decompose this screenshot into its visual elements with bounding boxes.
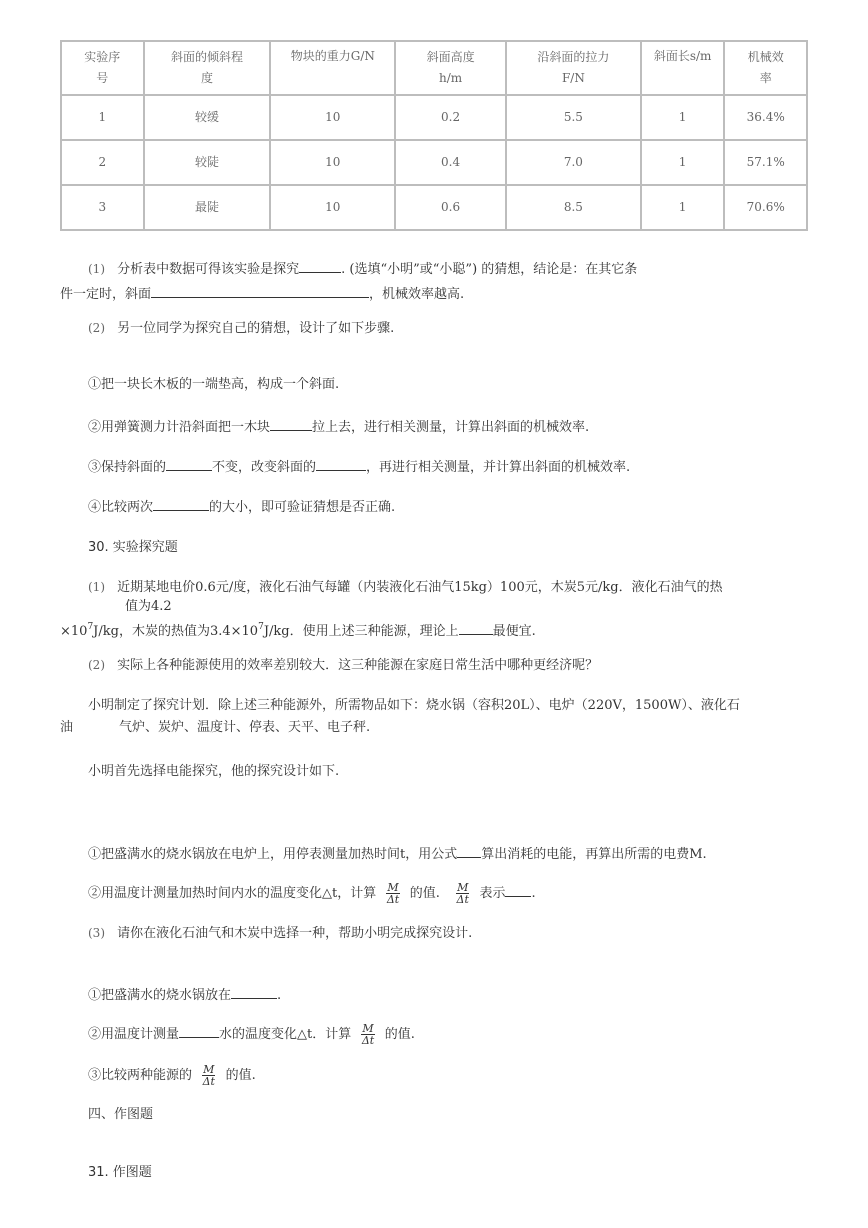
question-text: 件一定时，斜面 [60, 287, 152, 302]
fraction-m-over-dt [386, 882, 399, 905]
table-cell: 70.6% [724, 185, 807, 230]
table-cell: 较缓 [144, 95, 271, 140]
fraction-denominator: Δt [386, 893, 400, 906]
answer-blank[interactable] [505, 882, 531, 897]
table-header-cell: 斜面高度 h/m [395, 41, 506, 95]
plan-line-2 [60, 718, 370, 738]
question-1-line-2 [60, 283, 464, 305]
step-2 [88, 416, 589, 438]
fraction-m-over-dt [456, 882, 469, 905]
step-text: ①把盛满水的烧水锅放在 [88, 988, 232, 1003]
question-text: 另一位同学为探究自己的猜想，设计了如下步骤. [117, 321, 395, 336]
table-row [61, 140, 807, 185]
question-text: 分析表中数据可得该实验是探究 [117, 262, 300, 277]
step-text: ②用弹簧测力计沿斜面把一木块 [88, 420, 271, 435]
question-text: ，机械效率越高. [369, 287, 465, 302]
answer-blank[interactable] [166, 456, 212, 471]
question-number: (1) [88, 262, 105, 276]
table-cell: 5.5 [506, 95, 641, 140]
question-text: 最便宜. [492, 624, 536, 639]
question-number: (2) [88, 321, 105, 335]
plan-text: 气炉、炭炉、温度计、停表、天平、电子秤. [119, 720, 371, 735]
table-cell: 1 [641, 140, 725, 185]
fuel-step-2 [88, 1023, 415, 1046]
answer-blank[interactable] [153, 496, 209, 511]
answer-blank[interactable] [457, 843, 481, 858]
fraction-m-over-dt [361, 1023, 374, 1046]
section-30-heading: 30. 实验探究题 [88, 540, 178, 555]
step-1: ①把一块长木板的一端垫高，构成一个斜面. [88, 377, 340, 392]
step-text: 的值. [384, 1027, 415, 1042]
table-cell: 1 [641, 185, 725, 230]
table-header-row [61, 41, 807, 95]
step-text: ③比较两种能源的 [88, 1068, 193, 1083]
step-4 [88, 496, 395, 518]
step-text: ③保持斜面的 [88, 460, 167, 475]
step-text: 算出消耗的电能，再算出所需的电费M. [481, 847, 707, 862]
plan-text: 油 [60, 720, 74, 735]
fuel-step-3 [88, 1064, 256, 1087]
table-cell: 3 [61, 185, 144, 230]
question-30-1-line-1 [88, 577, 723, 598]
question-text: ×10 [60, 624, 88, 639]
answer-blank[interactable] [231, 984, 277, 999]
question-30-1-line-2: 值为4.2 [125, 599, 172, 614]
exponent: 7 [258, 622, 264, 632]
table-cell: 较陡 [144, 140, 271, 185]
table-cell: 0.6 [395, 185, 506, 230]
step-text: ②用温度计测量 [88, 1027, 180, 1042]
question-30-1-line-3 [60, 620, 536, 642]
step-text: 表示 [479, 886, 506, 901]
fraction-numerator: M [387, 881, 399, 894]
step-text: . [277, 988, 282, 1003]
question-text: J/kg，木炭的热值为3.4×10 [93, 624, 259, 639]
question-text: J/kg．使用上述三种能源，理论上 [263, 624, 459, 639]
step-text: 的大小，即可验证猜想是否正确. [209, 500, 396, 515]
table-cell: 0.2 [395, 95, 506, 140]
plan-line-1: 小明制定了探究计划．除上述三种能源外，所需物品如下：烧水锅（容积20L）、电炉（220V，1500W）、液化石 [88, 698, 740, 713]
exponent: 7 [87, 622, 94, 632]
electric-step-2 [88, 882, 536, 905]
section-31-heading: 31. 作图题 [88, 1165, 152, 1180]
answer-blank[interactable] [299, 258, 341, 273]
question-number: (3) [88, 926, 105, 940]
table-header-cell: 机械效 率 [724, 41, 807, 95]
answer-blank[interactable] [179, 1023, 219, 1038]
question-text: 近期某地电价0.6元/度，液化石油气每罐（内装液化石油气15kg）100元，木炭5元/kg．液化石油气的热 [117, 580, 723, 595]
question-text: . (选填“小明”或“小聪”) 的猜想，结论是：在其它条 [341, 262, 638, 277]
table-header-cell: 实验序 号 [61, 41, 144, 95]
table-cell: 10 [270, 185, 395, 230]
step-text: 不变，改变斜面的 [212, 460, 317, 475]
section-4-heading: 四、作图题 [88, 1107, 154, 1122]
table-cell: 57.1% [724, 140, 807, 185]
question-text: 实际上各种能源使用的效率差别较大．这三种能源在家庭日常生活中哪种更经济呢？ [117, 658, 599, 673]
question-1-line-1 [88, 258, 637, 280]
step-text: 水的温度变化△t．计算 [219, 1027, 352, 1042]
table-cell: 1 [61, 95, 144, 140]
answer-blank[interactable] [270, 416, 312, 431]
question-30-2 [88, 655, 598, 676]
fraction-numerator: M [457, 881, 469, 894]
step-3 [88, 456, 630, 478]
fraction-denominator: Δt [202, 1075, 215, 1088]
fraction-denominator: Δt [456, 893, 469, 906]
question-number: (1) [88, 580, 105, 594]
design-intro: 小明首先选择电能探究，他的探究设计如下. [88, 764, 340, 779]
table-cell: 2 [61, 140, 144, 185]
fraction-m-over-dt [202, 1064, 215, 1087]
step-text: ④比较两次 [88, 500, 154, 515]
table-header-cell: 物块的重力G/N [270, 41, 395, 95]
step-text: 的值. [409, 886, 440, 901]
answer-blank[interactable] [151, 283, 369, 298]
step-text: ，再进行相关测量，并计算出斜面的机械效率. [366, 460, 631, 475]
table-cell: 36.4% [724, 95, 807, 140]
question-number: (2) [88, 658, 105, 672]
table-header-cell: 沿斜面的拉力 F/N [506, 41, 641, 95]
table-header-cell: 斜面长s/m [641, 41, 725, 95]
table-cell: 10 [270, 95, 395, 140]
table-cell: 8.5 [506, 185, 641, 230]
step-text: . [531, 886, 536, 901]
table-cell: 10 [270, 140, 395, 185]
electric-step-1 [88, 843, 707, 865]
table-cell: 0.4 [395, 140, 506, 185]
table-cell: 7.0 [506, 140, 641, 185]
table-header-cell: 斜面的倾斜程 度 [144, 41, 271, 95]
table-cell: 1 [641, 95, 725, 140]
experiment-table [60, 40, 808, 231]
table-row [61, 95, 807, 140]
step-text: ①把盛满水的烧水锅放在电炉上，用停表测量加热时间t，用公式 [88, 847, 458, 862]
answer-blank[interactable] [459, 620, 493, 635]
fraction-numerator: M [203, 1063, 215, 1076]
fraction-denominator: Δt [361, 1034, 375, 1047]
fraction-numerator: M [362, 1022, 374, 1035]
fuel-step-1 [88, 984, 281, 1006]
step-text: ②用温度计测量加热时间内水的温度变化△t，计算 [88, 886, 377, 901]
question-30-3 [88, 923, 472, 944]
table-cell: 最陡 [144, 185, 271, 230]
question-2 [88, 318, 394, 339]
step-text: 的值. [225, 1068, 256, 1083]
table-row [61, 185, 807, 230]
answer-blank[interactable] [316, 456, 366, 471]
step-text: 拉上去，进行相关测量，计算出斜面的机械效率. [312, 420, 590, 435]
question-text: 请你在液化石油气和木炭中选择一种，帮助小明完成探究设计. [117, 926, 473, 941]
